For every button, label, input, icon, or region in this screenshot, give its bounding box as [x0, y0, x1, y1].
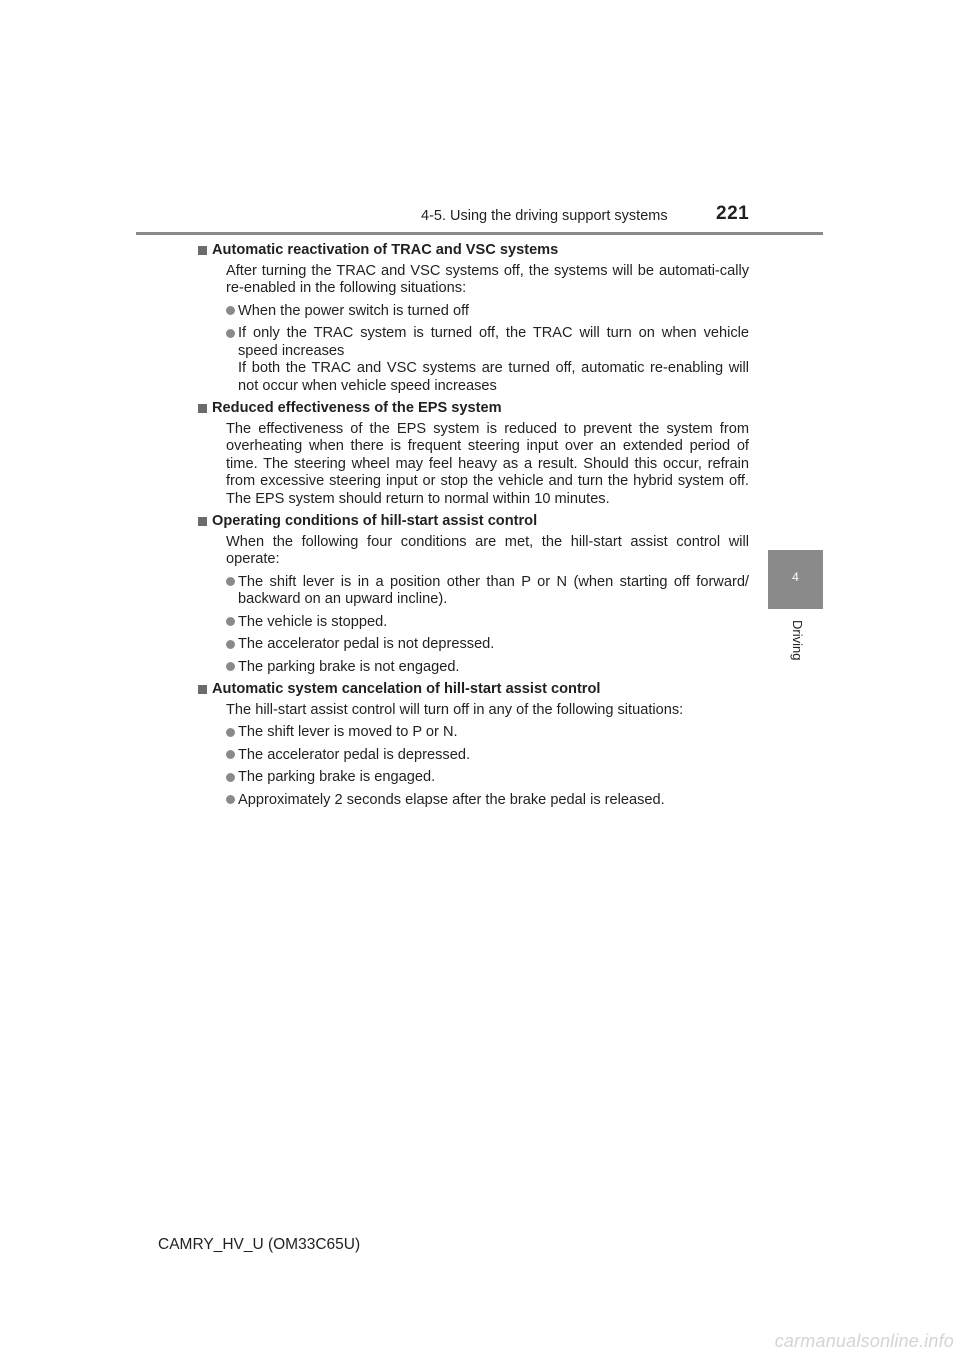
list-item: [226, 747, 749, 765]
list-item-text: When the power switch is turned off: [238, 302, 469, 319]
square-bullet-icon: [198, 246, 207, 255]
list-item: [226, 636, 749, 654]
section-heading-text: Reduced effectiveness of the EPS system: [212, 400, 502, 416]
list-item: [226, 792, 749, 810]
section-body: The hill-start assist control will turn off in any of the following situations:: [226, 701, 684, 718]
list-item-text: If both the TRAC and VSC systems are turned off, automatic re-enabling will not occur when vehicle speed increases: [238, 360, 749, 394]
section-heading: [212, 513, 749, 531]
footer-code: CAMRY_HV_U (OM33C65U): [158, 1236, 361, 1253]
list-item-text: The shift lever is moved to P or N.: [238, 724, 458, 740]
round-bullet-icon: [226, 577, 235, 586]
list-item: [226, 659, 749, 677]
section: [212, 400, 749, 508]
list-item-text: The shift lever is in a position other than P or N (when starting off forward/ backward on an upward incline).: [238, 573, 749, 607]
list-item-text: Approximately 2 seconds elapse after the brake pedal is released.: [238, 791, 665, 808]
list-item-text: If only the TRAC system is turned off, the TRAC will turn on when vehicle speed increases: [238, 325, 749, 359]
list-item: [226, 325, 749, 395]
section-heading-text: Automatic reactivation of TRAC and VSC systems: [212, 242, 559, 258]
square-bullet-icon: [198, 517, 207, 526]
round-bullet-icon: [226, 617, 235, 626]
round-bullet-icon: [226, 329, 235, 338]
section-heading: [212, 242, 749, 260]
header-divider: [136, 232, 823, 235]
round-bullet-icon: [226, 306, 235, 315]
round-bullet-icon: [226, 773, 235, 782]
list-item-text: The accelerator pedal is depressed.: [238, 746, 471, 763]
page-number: 221: [716, 203, 750, 224]
section: [212, 242, 749, 395]
section-body: After turning the TRAC and VSC systems off, the systems will be automati-cally re-enabled in the following situations:: [226, 262, 749, 296]
chapter-tab-label: Driving: [790, 620, 805, 661]
list-item: [226, 303, 749, 321]
section-body: The effectiveness of the EPS system is reduced to prevent the system from overheating when there is frequent steering input over an extended period of time. The steering wheel may feel heavy as a result. Should this occur, refrain from excessive steering input or stop the vehicle and turn the hybrid system off. The EPS system should return to normal within 10 minutes.: [226, 420, 749, 507]
round-bullet-icon: [226, 728, 235, 737]
bullet-list: [226, 303, 749, 396]
section-heading: [212, 681, 749, 699]
round-bullet-icon: [226, 662, 235, 671]
chapter-tab-number: 4: [792, 570, 799, 584]
round-bullet-icon: [226, 640, 235, 649]
round-bullet-icon: [226, 750, 235, 759]
list-item-text: The parking brake is engaged.: [238, 769, 436, 785]
list-item: [226, 574, 749, 609]
bullet-list: [226, 724, 749, 809]
list-item: [226, 769, 749, 787]
round-bullet-icon: [226, 795, 235, 804]
list-item-text: The vehicle is stopped.: [238, 613, 388, 630]
watermark: carmanualsonline.info: [774, 1331, 954, 1351]
section-heading-text: Automatic system cancelation of hill-start assist control: [212, 681, 601, 697]
list-item-text: The accelerator pedal is not depressed.: [238, 636, 495, 652]
list-item-text: The parking brake is not engaged.: [238, 658, 460, 675]
section: [212, 513, 749, 676]
square-bullet-icon: [198, 404, 207, 413]
square-bullet-icon: [198, 685, 207, 694]
bullet-list: [226, 574, 749, 677]
list-item: [226, 724, 749, 742]
section: [212, 681, 749, 809]
page-content: [212, 242, 749, 814]
section-body: When the following four conditions are met, the hill-start assist control will operate:: [226, 533, 749, 567]
section-heading: [212, 400, 749, 418]
header-section-title: 4-5. Using the driving support systems: [421, 208, 668, 224]
list-item: [226, 614, 749, 632]
section-heading-text: Operating conditions of hill-start assist control: [212, 513, 538, 529]
